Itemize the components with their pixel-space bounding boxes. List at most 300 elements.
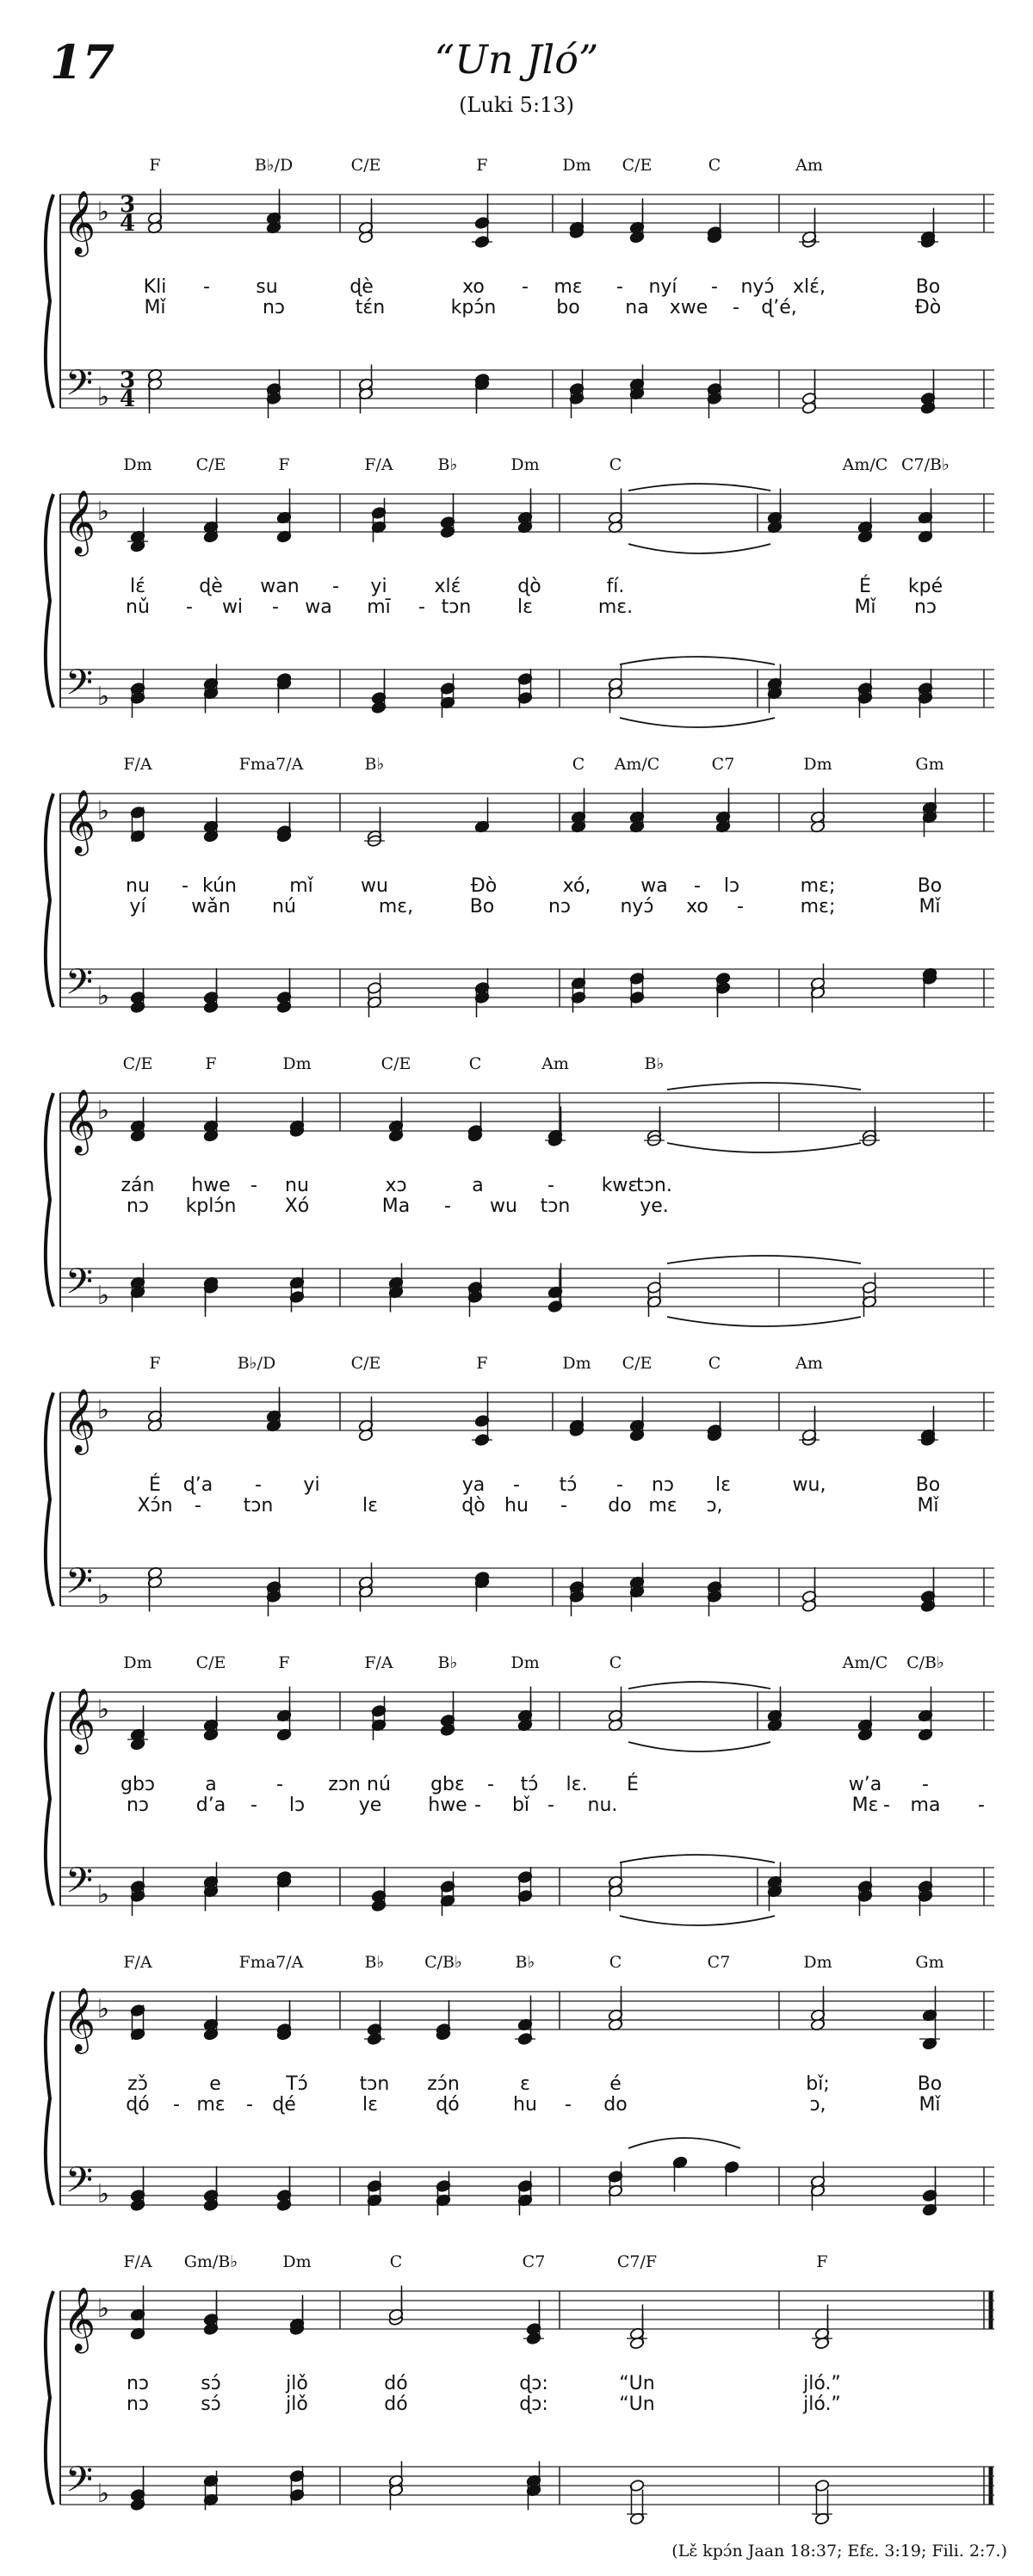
bass-note — [203, 2166, 219, 2202]
chord-symbol: Dm — [282, 2252, 312, 2271]
time-signature-bottom: 4 — [119, 386, 136, 412]
lyric-verse-1: xɔ — [385, 1175, 407, 1196]
lyric-verse-1: jlǒ — [286, 2373, 308, 2394]
lyric-verse-2: do — [603, 2094, 628, 2116]
time-signature-top: 3 — [119, 368, 136, 393]
lyric-verse-2: Bo — [469, 896, 495, 917]
bass-note — [130, 2466, 145, 2502]
key-signature-flat: ♭ — [96, 1880, 110, 1910]
lyric-verse-1: ɛ — [520, 2073, 530, 2095]
lyric-verse-2: nɔ — [126, 2394, 150, 2415]
lyric-verse-2: Mǐ — [919, 896, 941, 917]
lyric-verse-2: ye — [358, 1795, 382, 1816]
bass-clef: 𝄢 — [65, 961, 94, 1011]
bass-note — [801, 1567, 817, 1603]
lyric-verse-1: mɛ; — [800, 875, 836, 897]
key-signature-flat: ♭ — [96, 1994, 110, 2024]
lyric-verse-2: Ðò — [914, 297, 942, 318]
chord-symbol: B♭ — [364, 755, 385, 774]
lyric-verse-1: tɔ́ — [559, 1474, 578, 1496]
bass-note — [371, 669, 387, 705]
lyric-verse-2: nyɔ́ — [620, 896, 654, 917]
lyric-verse-2: tɔn — [243, 1495, 274, 1517]
lyric-verse-2: Xó — [284, 1195, 310, 1217]
lyric-verse-1: gbɔ — [120, 1774, 156, 1795]
tie — [620, 657, 775, 664]
chord-symbol: C7 — [707, 1953, 731, 1972]
treble-staff — [60, 1393, 994, 1430]
tie — [667, 1317, 861, 1326]
lyric-verse-2: ɖ’é, — [761, 297, 797, 318]
key-signature-flat: ♭ — [96, 497, 110, 527]
bass-note — [920, 369, 936, 405]
lyric-verse-2: nɔ — [262, 297, 286, 318]
lyric-verse-2: - — [978, 1795, 985, 1816]
lyric-verse-1: w’a — [848, 1774, 882, 1795]
lyric-verse-1: mǐ — [289, 875, 313, 897]
lyric-verse-1: - — [276, 1774, 283, 1795]
lyric-verse-2: mɛ. — [597, 596, 634, 618]
lyric-verse-1: - — [251, 1175, 257, 1196]
bass-note — [922, 2166, 937, 2202]
lyric-verse-1: tɔn. — [636, 1175, 672, 1196]
lyric-verse-2: hu — [504, 1495, 529, 1517]
chord-symbol: C — [708, 1354, 721, 1373]
bass-clef: 𝄢 — [65, 1560, 94, 1610]
treble-clef: 𝄞 — [63, 191, 96, 255]
bass-note — [276, 968, 292, 1004]
chord-symbol: B♭ — [437, 1653, 458, 1672]
lyric-verse-1: lɔ — [723, 875, 740, 897]
chord-symbol: Dm — [562, 156, 591, 175]
key-signature-flat: ♭ — [96, 682, 110, 712]
lyric-verse-2: wi — [221, 596, 244, 618]
chord-symbol: C7/F — [616, 2252, 658, 2271]
lyric-verse-1: nú — [367, 1774, 391, 1795]
lyric-verse-2: lɛ — [362, 2094, 379, 2116]
time-signature-top: 3 — [119, 192, 136, 218]
lyric-verse-2: bo — [556, 297, 580, 318]
chord-symbol: Gm — [915, 755, 944, 774]
lyric-verse-2: - — [251, 1795, 257, 1816]
system-1 — [46, 195, 984, 408]
lyric-verse-2: kplɔ́n — [185, 1195, 237, 1217]
chord-symbol: F — [278, 1653, 290, 1672]
lyric-verse-2: wǎn — [191, 896, 231, 917]
lyric-verse-2: - — [272, 596, 279, 618]
lyric-verse-2: yí — [129, 896, 146, 917]
lyric-verse-2: mɛ, — [378, 896, 414, 917]
chord-symbol: F — [205, 1054, 217, 1073]
lyric-verse-1: “Un — [619, 2373, 655, 2394]
bass-staff — [60, 370, 994, 408]
chord-symbol: B♭ — [515, 1953, 535, 1972]
chord-symbol: B♭ — [437, 455, 458, 474]
lyric-verse-2: nɔ — [913, 596, 937, 618]
lyric-verse-2: ɖò — [461, 1495, 486, 1517]
lyric-verse-1: e — [209, 2073, 221, 2095]
chord-symbol: C/E — [195, 1653, 226, 1672]
bass-staff — [60, 2467, 994, 2505]
lyric-verse-2: - — [560, 1495, 567, 1517]
treble-clef: 𝄞 — [63, 1689, 96, 1752]
lyric-verse-1: Bo — [915, 1474, 941, 1496]
lyric-verse-1: nɔ — [651, 1474, 675, 1496]
bass-note — [203, 968, 219, 1004]
lyric-verse-2: - — [444, 1195, 451, 1217]
lyric-verse-2: Mǐ — [919, 2094, 941, 2116]
chord-symbol: Dm — [562, 1354, 591, 1373]
chord-symbol: B♭/D — [237, 1354, 276, 1373]
lyric-verse-1: nyí — [648, 276, 677, 298]
tie — [628, 1742, 770, 1751]
chord-symbol: C/E — [122, 1054, 153, 1073]
lyric-verse-2: - — [733, 297, 739, 318]
bass-note — [276, 672, 292, 708]
lyric-verse-1: nyɔ́ — [740, 276, 775, 298]
lyric-verse-1: - — [616, 1474, 623, 1496]
chord-symbol: F/A — [364, 1653, 393, 1672]
lyric-verse-2: nɔ — [547, 896, 572, 917]
lyric-verse-1: zɔ́n — [427, 2073, 460, 2095]
tie — [667, 1143, 861, 1152]
lyric-verse-1: nɔ — [126, 2373, 150, 2394]
treble-note — [367, 812, 382, 848]
lyric-verse-1: ɖè — [349, 276, 374, 298]
bass-note — [371, 1867, 387, 1903]
treble-staff — [60, 2291, 994, 2329]
lyric-verse-2: - — [173, 2094, 180, 2116]
lyric-verse-2: - — [565, 2094, 572, 2116]
lyric-verse-2: ma — [910, 1795, 941, 1816]
lyric-verse-1: - — [616, 276, 623, 298]
lyric-verse-2: wa — [305, 596, 332, 618]
lyric-verse-2: hwe — [428, 1795, 467, 1816]
system-brace — [46, 1692, 53, 1906]
tie — [667, 1083, 861, 1090]
bass-note — [130, 2166, 145, 2202]
lyric-verse-1: Bo — [917, 2073, 943, 2095]
lyric-verse-1: É — [627, 1774, 639, 1795]
lyric-verse-1: gbɛ — [430, 1774, 465, 1795]
key-signature-flat: ♭ — [96, 382, 110, 412]
treble-clef: 𝄞 — [63, 1988, 96, 2052]
chord-symbol: Gm — [915, 1953, 944, 1972]
chord-symbol: Am — [541, 1054, 569, 1073]
lyric-verse-2: mī — [367, 596, 391, 618]
lyric-verse-2: sɔ́ — [201, 2394, 221, 2415]
lyric-verse-1: a — [472, 1175, 484, 1196]
system-brace — [46, 1093, 53, 1307]
lyric-verse-2: nǔ — [126, 596, 150, 618]
lyric-verse-1: nu — [126, 875, 150, 897]
lyric-verse-1: bǐ; — [806, 2073, 830, 2095]
lyric-verse-1: wu, — [792, 1474, 826, 1496]
treble-clef: 𝄞 — [63, 2288, 96, 2351]
lyric-verse-2: Xɔ́n — [137, 1495, 173, 1517]
chord-symbol: C — [389, 2252, 403, 2271]
chord-symbol: C/E — [622, 1354, 653, 1373]
tie — [620, 1855, 775, 1863]
system-8 — [46, 2291, 991, 2505]
lyric-verse-1: - — [182, 875, 189, 897]
lyric-verse-1: wa — [640, 875, 668, 897]
system-brace — [46, 1393, 53, 1606]
chord-symbol: F — [476, 1354, 488, 1373]
chord-symbol: Am/C — [842, 455, 888, 474]
chord-symbol: Am — [795, 1354, 823, 1373]
treble-clef: 𝄞 — [63, 790, 96, 854]
lyric-verse-1: ɖ’a — [182, 1474, 213, 1496]
lyric-verse-1: xlɛ́ — [434, 576, 461, 597]
lyric-verse-2: ɖó — [436, 2094, 460, 2116]
chord-symbol: Fma7/A — [238, 1953, 304, 1972]
lyric-verse-2: ye. — [640, 1195, 669, 1217]
lyric-verse-1: wan — [260, 576, 300, 597]
lyric-verse-1: zɔ̌ — [127, 2073, 148, 2095]
time-signature-bottom: 4 — [119, 211, 136, 237]
chord-symbol: C7 — [522, 2252, 546, 2271]
chord-symbol: Dm — [123, 455, 152, 474]
treble-staff — [60, 195, 994, 232]
chord-symbol: F — [149, 1354, 161, 1373]
chord-symbol: C — [609, 455, 622, 474]
lyric-verse-1: mɛ — [554, 276, 583, 298]
tie — [667, 1256, 861, 1263]
lyric-verse-1: a — [205, 1774, 217, 1795]
chord-symbol: Dm — [282, 1054, 312, 1073]
lyric-verse-2: Mǐ — [144, 297, 166, 318]
chord-symbol: B♭ — [644, 1054, 665, 1073]
chord-symbol: F/A — [123, 755, 152, 774]
bass-note — [474, 373, 490, 409]
chord-symbol: Gm/B♭ — [183, 2252, 238, 2271]
lyric-verse-2: - — [474, 1795, 481, 1816]
tie — [628, 544, 770, 553]
chord-symbol: C7 — [711, 755, 735, 774]
lyric-verse-1: zɔn — [328, 1774, 361, 1795]
lyric-verse-2: lɛ — [362, 1495, 379, 1517]
key-signature-flat: ♭ — [96, 1580, 110, 1610]
lyric-verse-2: - — [186, 596, 193, 618]
lyric-verse-2: ɔ, — [809, 2094, 826, 2116]
chord-symbol: B♭/D — [254, 156, 294, 175]
lyric-verse-2: nú — [272, 896, 296, 917]
system-brace — [46, 195, 53, 408]
chord-symbol: B♭ — [364, 1953, 385, 1972]
lyric-verse-1: É — [859, 576, 871, 597]
treble-staff — [60, 1093, 994, 1131]
lyric-verse-1: yi — [303, 1474, 320, 1496]
lyric-verse-1: - — [922, 1774, 929, 1795]
lyric-verse-1: lɛ́ — [129, 576, 146, 597]
system-3 — [46, 794, 984, 1007]
chord-symbol: Dm — [510, 1653, 540, 1672]
key-signature-flat: ♭ — [96, 796, 110, 826]
lyric-verse-2: tɔn — [540, 1195, 571, 1217]
bass-clef: 𝄢 — [65, 1860, 94, 1910]
key-signature-flat: ♭ — [96, 2179, 110, 2209]
chord-symbol: C/B♭ — [424, 1953, 462, 1972]
key-signature-flat: ♭ — [96, 981, 110, 1011]
lyric-verse-1: xlɛ́, — [792, 276, 826, 298]
lyric-verse-1: Kli — [143, 276, 167, 298]
lyric-verse-2: - — [195, 1495, 201, 1517]
chord-symbol: Dm — [803, 755, 832, 774]
system-brace — [46, 794, 53, 1007]
lyric-verse-2: lɛ — [516, 596, 534, 618]
key-signature-flat: ♭ — [96, 1695, 110, 1725]
lyric-verse-2: - — [883, 1795, 890, 1816]
bass-staff — [60, 969, 994, 1007]
lyric-verse-1: tɔn — [359, 2073, 390, 2095]
lyric-verse-1: é — [609, 2073, 622, 2095]
lyric-verse-1: tɔ́ — [520, 1774, 539, 1795]
lyric-verse-1: su — [256, 276, 278, 298]
lyric-verse-1: yi — [370, 576, 387, 597]
tie — [620, 718, 775, 727]
bass-note — [724, 2160, 739, 2196]
system-brace — [46, 2291, 53, 2505]
bass-clef: 𝄢 — [65, 662, 94, 712]
chord-symbol: C/B♭ — [906, 1653, 944, 1672]
lyric-verse-1: - — [513, 1474, 520, 1496]
lyric-verse-1: wu — [361, 875, 388, 897]
bass-note — [474, 1571, 490, 1607]
lyric-verse-2: do — [608, 1495, 632, 1517]
bass-staff — [60, 1568, 994, 1606]
lyric-verse-2: - — [737, 896, 744, 917]
chord-symbol: Dm — [123, 1653, 152, 1672]
lyric-verse-2: Mɛ — [851, 1795, 879, 1816]
bass-clef: 𝄢 — [65, 362, 94, 412]
lyric-verse-2: nɔ — [126, 1795, 150, 1816]
lyric-verse-2: ɔ, — [706, 1495, 723, 1517]
lyric-verse-1: ɖò — [517, 576, 541, 597]
lyric-verse-2: na — [625, 297, 649, 318]
slur — [628, 2138, 740, 2148]
key-signature-flat: ♭ — [96, 1281, 110, 1311]
lyric-verse-2: xwe — [669, 297, 708, 318]
lyric-verse-2: “Un — [619, 2394, 655, 2415]
lyric-verse-1: - — [547, 1175, 554, 1196]
lyric-verse-2: wu — [490, 1195, 517, 1217]
key-signature-flat: ♭ — [96, 1395, 110, 1425]
lyric-verse-1: kwɛ — [601, 1175, 639, 1196]
lyric-verse-1: - — [487, 1774, 494, 1795]
lyric-verse-2: xo — [686, 896, 708, 917]
lyric-verse-2: mɛ — [648, 1495, 677, 1517]
bass-clef: 𝄢 — [65, 2459, 94, 2509]
lyric-verse-1: dó — [384, 2373, 408, 2394]
lyric-verse-2: mɛ; — [800, 896, 836, 917]
lyric-verse-2: nɔ — [126, 1195, 150, 1217]
lyric-verse-2: dó — [384, 2394, 408, 2415]
lyric-verse-1: - — [255, 1474, 262, 1496]
lyric-verse-2: ɖɔ: — [519, 2394, 548, 2415]
bass-note — [276, 1870, 292, 1906]
chord-symbol: C/E — [350, 1354, 381, 1373]
treble-note — [862, 1111, 877, 1147]
lyric-verse-2: kpɔ́n — [450, 297, 497, 318]
bass-staff — [60, 1269, 994, 1307]
lyric-verse-2: d’a — [195, 1795, 226, 1816]
chord-symbol: Am — [795, 156, 823, 175]
treble-clef: 𝄞 — [63, 491, 96, 554]
lyric-verse-2: Mǐ — [917, 1495, 939, 1517]
chord-symbol: C/E — [350, 156, 381, 175]
lyric-verse-2: ɖó — [126, 2094, 150, 2116]
chord-symbol: C — [572, 755, 585, 774]
lyric-verse-1: xo — [462, 276, 485, 298]
bass-note — [801, 369, 817, 405]
key-signature-flat: ♭ — [96, 2479, 110, 2509]
system-brace — [46, 1992, 53, 2205]
lyric-verse-2: jló.” — [803, 2394, 841, 2415]
chord-symbol: C/E — [195, 455, 226, 474]
lyric-verse-1: É — [149, 1474, 161, 1496]
treble-note — [646, 1111, 662, 1147]
lyric-verse-1: kpé — [907, 576, 943, 597]
footer-references: (Lɛ̌ kpɔ́n Jaan 18:37; Efɛ. 3:19; Fili. 2:7.) — [671, 2542, 1007, 2561]
lyric-verse-1: - — [522, 276, 529, 298]
lyric-verse-1: zán — [121, 1175, 155, 1196]
key-signature-flat: ♭ — [96, 1096, 110, 1126]
treble-note — [547, 1111, 563, 1147]
chord-symbol: F — [278, 455, 290, 474]
treble-clef: 𝄞 — [63, 1090, 96, 1153]
lyric-verse-2: hu — [513, 2094, 537, 2116]
song-number: 17 — [50, 34, 115, 90]
lyric-verse-1: - — [203, 276, 210, 298]
lyric-verse-1: sɔ́ — [201, 2373, 221, 2394]
song-title: “Un Jló” — [434, 36, 599, 83]
chord-symbol: F/A — [123, 2252, 152, 2271]
chord-symbol: F/A — [364, 455, 393, 474]
chord-symbol: Dm — [803, 1953, 832, 1972]
lyric-verse-2: jlǒ — [286, 2394, 308, 2415]
lyric-verse-1: ɖè — [199, 576, 223, 597]
key-signature-flat: ♭ — [96, 197, 110, 227]
chord-symbol: C — [468, 1054, 482, 1073]
lyric-verse-2: tɔn — [441, 596, 472, 618]
chord-symbol: Dm — [510, 455, 540, 474]
lyric-verse-2: ɖé — [272, 2094, 296, 2116]
lyric-verse-2: tɛ́n — [355, 297, 386, 318]
lyric-verse-1: ɖɔ: — [519, 2373, 548, 2394]
treble-clef: 𝄞 — [63, 1389, 96, 1453]
lyric-verse-1: - — [694, 875, 701, 897]
chord-symbol: C7/B♭ — [901, 455, 949, 474]
lyric-verse-2: - — [547, 1795, 554, 1816]
lyric-verse-1: Tɔ́ — [286, 2073, 308, 2095]
lyric-verse-1: xó, — [562, 875, 591, 897]
lyric-verse-1: hwe — [191, 1175, 231, 1196]
tie — [620, 1916, 775, 1925]
chord-symbol: C — [609, 1953, 622, 1972]
lyric-verse-2: lɔ — [288, 1795, 306, 1816]
bass-note — [276, 2166, 292, 2202]
lyric-verse-1: Ðò — [470, 875, 498, 897]
bass-clef: 𝄢 — [65, 1261, 94, 1311]
lyric-verse-1: nu — [285, 1175, 309, 1196]
chord-symbol: Fma7/A — [238, 755, 304, 774]
scripture-reference: (Luki 5:13) — [459, 93, 574, 117]
lyric-verse-2: - — [418, 596, 425, 618]
lyric-verse-2: Mǐ — [854, 596, 876, 618]
lyric-verse-2: - — [246, 2094, 253, 2116]
lyric-verse-1: ya — [461, 1474, 486, 1496]
